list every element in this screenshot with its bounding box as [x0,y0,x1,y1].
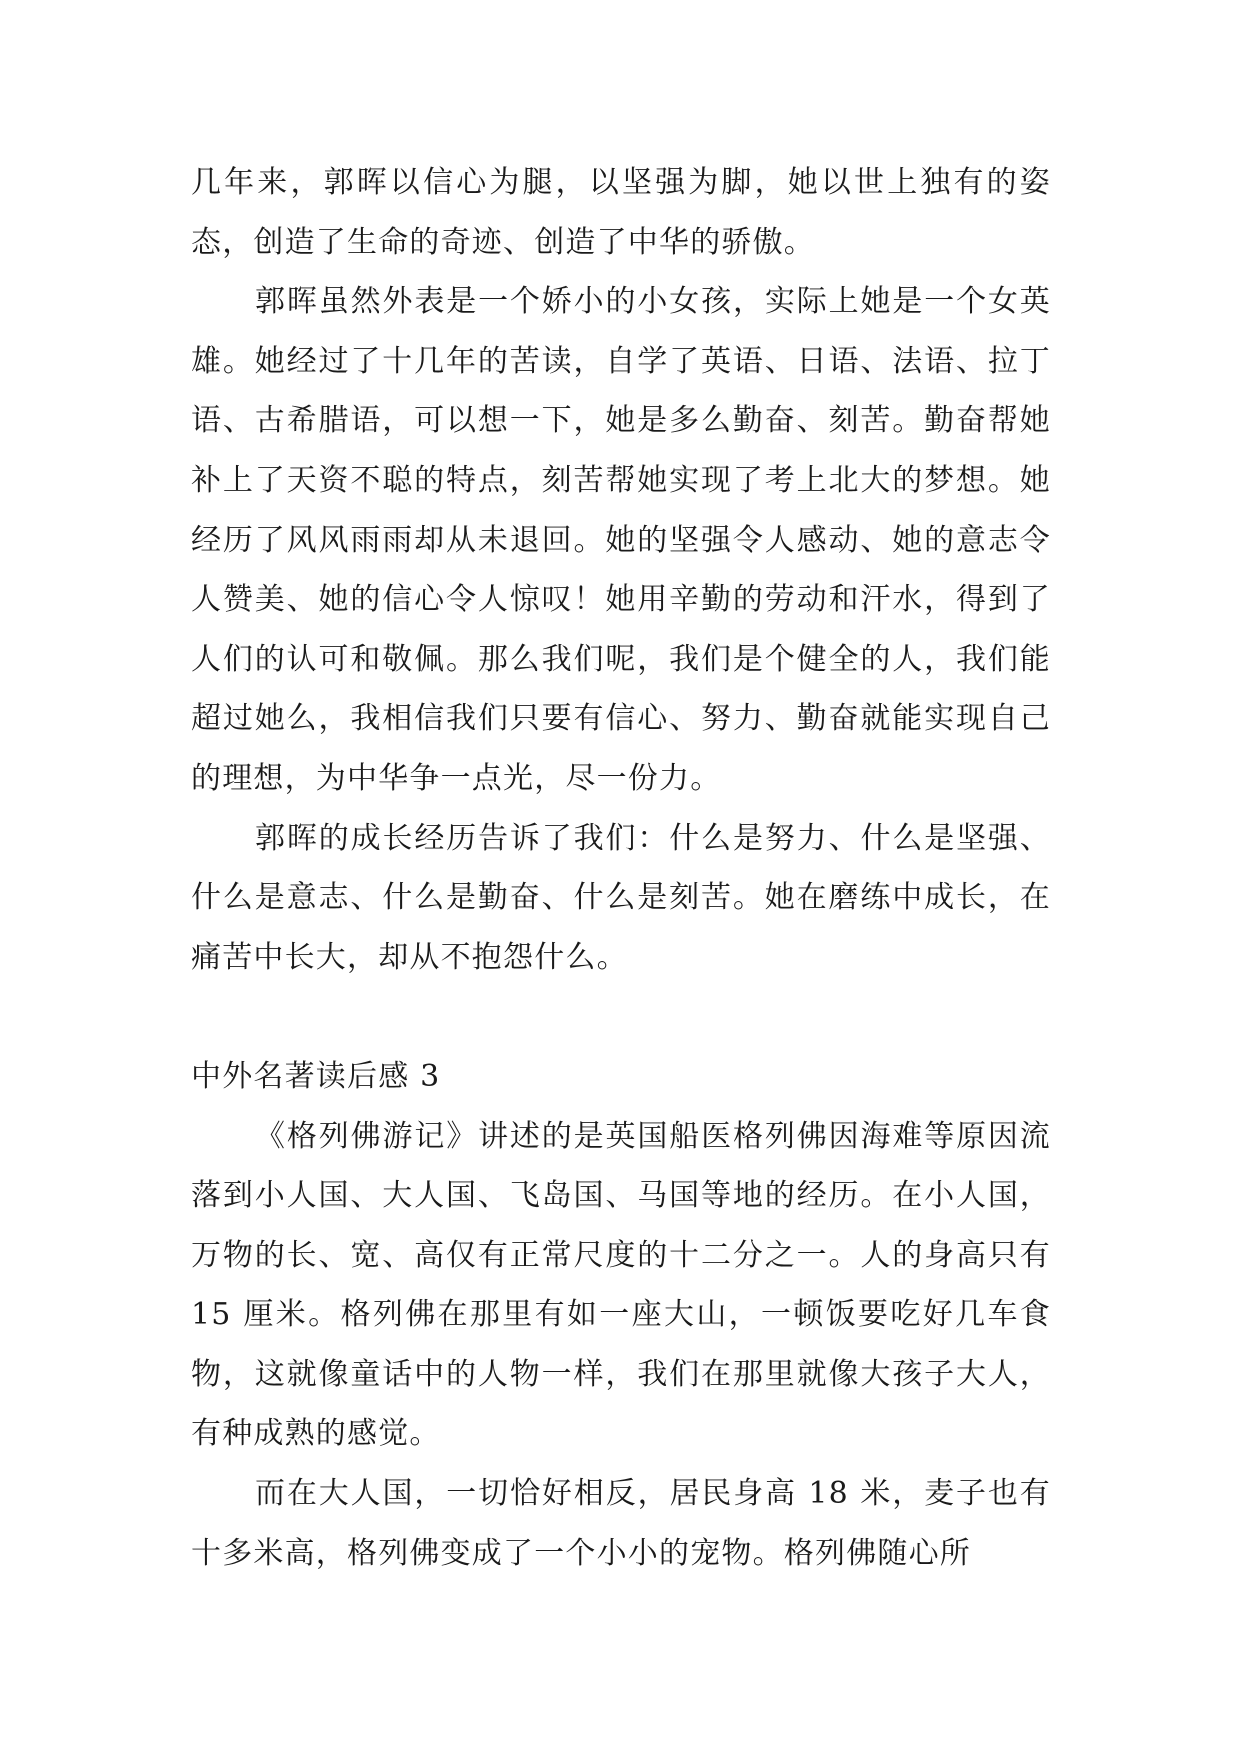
paragraph: 《格列佛游记》讲述的是英国船医格列佛因海难等原因流落到小人国、大人国、飞岛国、马国等地的经历。在小人国，万物的长、宽、高仅有正常尺度的十二分之一。人的身高只有 15 厘米。格列佛在那里有如一座大山，一顿饭要吃好几车食物，这就像童话中的人物一样，我们在那里就像大孩子大人，有种成熟的感觉。 [191,1118,1051,1452]
paragraph: 郭晖虽然外表是一个娇小的小女孩，实际上她是一个女英雄。她经过了十几年的苦读，自学了英语、日语、法语、拉丁语、古希腊语，可以想一下，她是多么勤奋、刻苦。勤奋帮她补上了天资不聪的特点，刻苦帮她实现了考上北大的梦想。她经历了风风雨雨却从未退回。她的坚强令人感动、她的意志令人赞美、她的信心令人惊叹！她用辛勤的劳动和汗水，得到了人们的认可和敬佩。那么我们呢，我们是个健全的人，我们能超过她么，我相信我们只要有信心、努力、勤奋就能实现自己的理想，为中华争一点光，尽一份力。 [191,284,1051,796]
document-body [191,153,1051,1583]
paragraph: 而在大人国，一切恰好相反，居民身高 18 米，麦子也有十多米高，格列佛变成了一个小小的宠物。格列佛随心所 [191,1476,1051,1571]
section-heading: 中外名著读后感 3 [191,1058,441,1094]
paragraph-continuation: 几年来，郭晖以信心为腿，以坚强为脚，她以世上独有的姿态，创造了生命的奇迹、创造了中华的骄傲。 [191,165,1051,260]
paragraph: 郭晖的成长经历告诉了我们：什么是努力、什么是坚强、什么是意志、什么是勤奋、什么是刻苦。她在磨练中成长，在痛苦中长大，却从不抱怨什么。 [191,820,1051,975]
